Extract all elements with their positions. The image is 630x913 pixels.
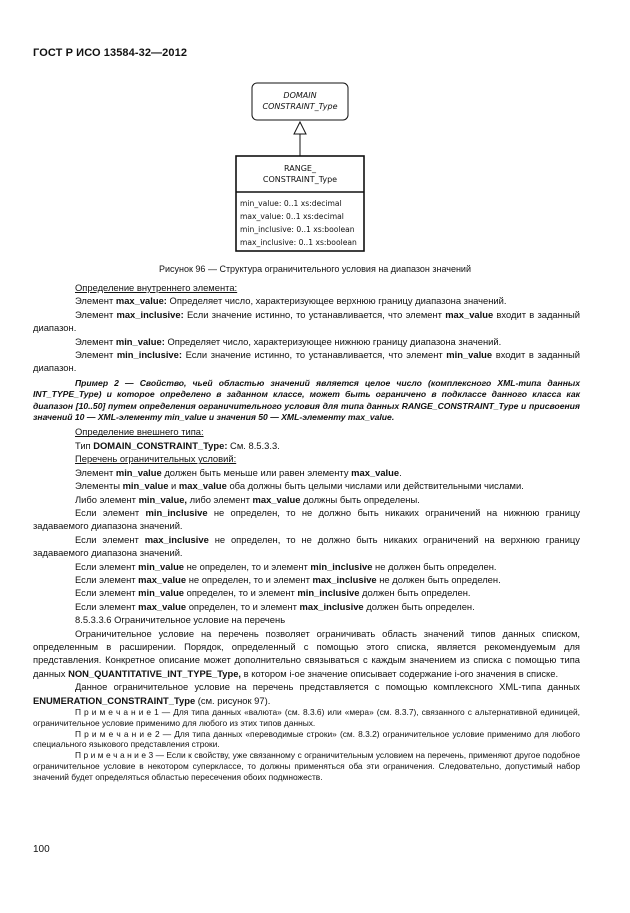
domain-constraint-line1: DOMAIN — [283, 91, 317, 100]
section-heading: 8.5.3.3.6 Ограничительное условие на перечень — [75, 614, 286, 626]
def-max-inclusive: Элемент max_inclusive: Если значение истинно, то устанавливается, что элемент max_value входит в заданный диапазон. — [33, 308, 580, 334]
constraint-2: Элементы min_value и max_value оба должны быть целыми числами или действительными числами. — [75, 480, 524, 492]
constraint-5: Если элемент max_inclusive не определен, то не должно быть никаких ограничений на верхнюю границу задаваемого диапазона значений. — [33, 533, 580, 559]
constraints-heading: Перечень ограничительных условий: — [75, 453, 237, 465]
figure-caption: Рисунок 96 — Структура ограничительного условия на диапазон значений — [158, 264, 471, 274]
paragraph-2: Данное ограничительное условие на перечень представляется с помощью комплексного XML-типа данных ENUMERATION_CONSTRAINT_Type (см. рисунок 97). — [33, 681, 580, 706]
note-1: П р и м е ч а н и е 1 — Для типа данных «валюта» (см. 8.3.6) или «мера» (см. 8.3.7), связанного с альтернативной единицей, ограничительное условие применимо для любого из этих типов данных. — [33, 707, 580, 728]
attr-min-value: min_value: 0..1 xs:decimal — [240, 199, 342, 208]
body-text — [33, 281, 580, 783]
constraint-7: Если элемент max_value не определен, то и элемент max_inclusive не должен быть определен. — [75, 573, 501, 585]
internal-def-heading: Определение внутреннего элемента: — [75, 282, 238, 293]
range-constraint-line2: CONSTRAINT_Type — [262, 175, 338, 184]
uml-diagram — [0, 0, 630, 262]
page-number: 100 — [33, 844, 50, 855]
paragraph-1: Ограничительное условие на перечень позволяет ограничивать область значений типов данных списком, определенным в расширении. Порядок, определенный с помощью этого списка, является рекомендуемым для представления. Конкретное описание может дополнительно связываться с каждым значением из списка с помощью типа данных NON_QUANTITATIVE_INT_TYPE_Type, в котором i-ое значение описывает содержание i-ого значения в списке. — [33, 627, 580, 679]
document-header: ГОСТ Р ИСО 13584-32—2012 — [33, 47, 188, 59]
attr-max-inclusive: max_inclusive: 0..1 xs:boolean — [240, 238, 357, 247]
constraint-3: Либо элемент min_value, либо элемент max_value должны быть определены. — [75, 493, 420, 505]
constraint-6: Если элемент min_value не определен, то и элемент min_inclusive не должен быть определен. — [75, 560, 497, 572]
attr-max-value: max_value: 0..1 xs:decimal — [240, 212, 344, 221]
constraint-1: Элемент min_value должен быть меньше или равен элементу max_value. — [75, 466, 402, 478]
example-2: Пример 2 — Свойство, чьей областью значений является целое число (комплексного XML-типа данных INT_TYPE_Type) и которое определено в заданном классе, может быть ограничено в подклассе данного класса как диапазон [10..50] путем определения ограничительного условия для типа данных RANGE_CONSTRAINT_Type и присвоения значений 10 — XML-элементу min_value и значения 50 — XML-элементу max_value. — [33, 377, 580, 423]
range-constraint-line1: RANGE_ — [284, 164, 316, 173]
note-2: П р и м е ч а н и е 2 — Для типа данных «переводимые строки» (см. 8.3.2) ограничительное условие применимо для любого специального языкового представления строки. — [33, 728, 580, 750]
constraint-8: Если элемент min_value определен, то и элемент min_inclusive должен быть определен. — [75, 587, 471, 599]
def-min-inclusive: Элемент min_inclusive: Если значение истинно, то устанавливается, что элемент min_value входит в заданный диапазон. — [33, 349, 580, 374]
type-line: Тип DOMAIN_CONSTRAINT_Type: См. 8.5.3.3. — [75, 439, 280, 451]
def-min-value: Элемент min_value: Определяет число, характеризующее нижнюю границу диапазона значений. — [75, 335, 502, 347]
note-3: П р и м е ч а н и е 3 — Если к свойству, уже связанному с ограничительным условием на перечень, применяют другое подобное ограничительное условие в некотором суперклассе, то должны применяться оба эти ограничения. Следовательно, допустимый набор значений будет определяться областью пересечения обоих подмножеств. — [33, 750, 580, 782]
constraint-9: Если элемент max_value определен, то и элемент max_inclusive должен быть определен. — [75, 600, 475, 612]
def-max-value: Элемент max_value: Определяет число, характеризующее верхнюю границу диапазона значений. — [75, 295, 507, 307]
attr-min-inclusive: min_inclusive: 0..1 xs:boolean — [240, 225, 355, 234]
domain-constraint-line2: CONSTRAINT_Type — [262, 102, 338, 111]
constraint-4: Если элемент min_inclusive не определен, то не должно быть никаких ограничений на нижнюю границу задаваемого диапазона значений. — [33, 506, 581, 532]
external-def-heading: Определение внешнего типа: — [75, 426, 204, 438]
inheritance-arrow-icon — [294, 122, 306, 134]
